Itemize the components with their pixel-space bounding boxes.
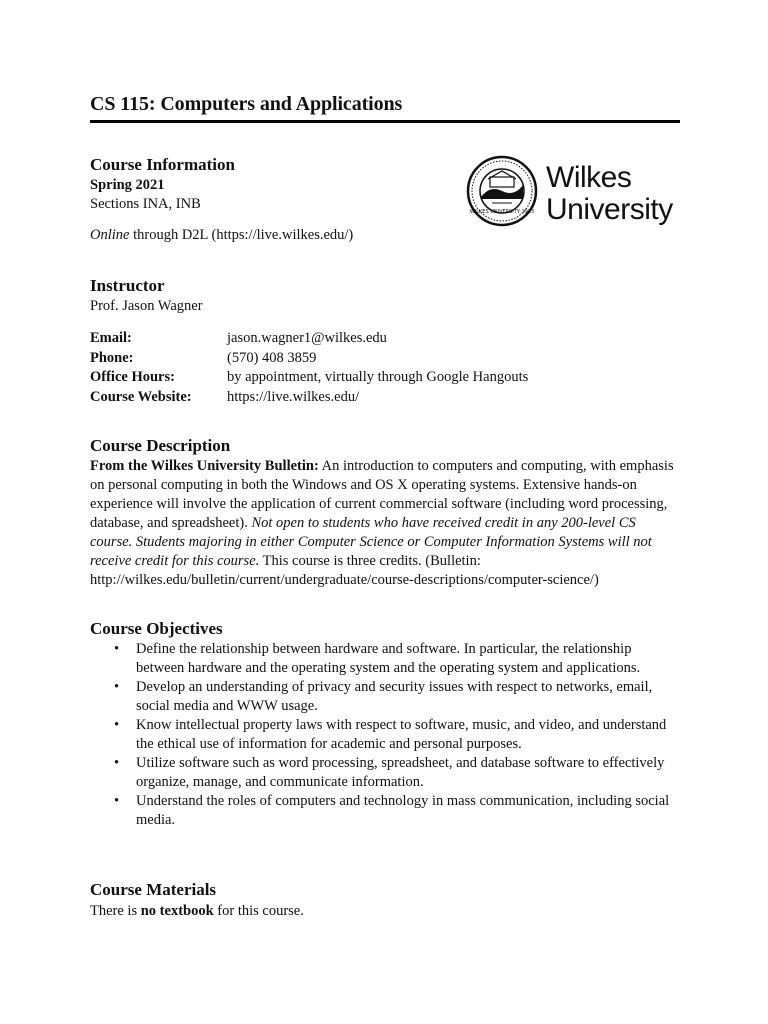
description-heading: Course Description bbox=[90, 436, 231, 455]
list-item: • Utilize software such as word processing, spreadsheet, and database software to effectively organize, manage, and communicate information. bbox=[114, 755, 665, 790]
course-info-heading: Course Information bbox=[90, 155, 235, 174]
detail-label: Email: bbox=[90, 330, 132, 346]
seal-text: WILKES UNIVERSITY 1933 bbox=[469, 209, 535, 215]
bulletin-label: From the Wilkes University Bulletin: bbox=[90, 458, 319, 474]
bullet-icon: • bbox=[114, 679, 120, 695]
delivery-mode: Online bbox=[90, 227, 130, 243]
instructor-details bbox=[90, 329, 680, 407]
detail-row-phone bbox=[90, 349, 680, 369]
bullet-icon: • bbox=[114, 793, 120, 809]
description-text: An introduction to computers and computing, with emphasis on personal computing in both the Windows and OS X operating systems. Extensive hands-on experience will involve the application of current commercial software (including word processing, database, and spreadsheet). bbox=[90, 458, 674, 531]
description-restriction: Not open to students who have received credit in any 200-level CS course. Students majoring in either Computer Science or Computer Information Systems will not receive credit for this course. bbox=[90, 515, 652, 569]
list-item: • Know intellectual property laws with respect to software, music, and video, and understand the ethical use of information for academic and personal purposes. bbox=[114, 717, 667, 752]
phone-value: (570) 408 3859 bbox=[227, 349, 317, 366]
university-logo bbox=[466, 155, 681, 235]
course-sections: Sections INA, INB bbox=[90, 196, 201, 212]
bullet-icon: • bbox=[114, 641, 120, 657]
university-seal-icon bbox=[466, 155, 538, 227]
detail-row-website bbox=[90, 388, 680, 408]
email-link[interactable]: jason.wagner1@wilkes.edu bbox=[227, 330, 387, 346]
list-item: • Develop an understanding of privacy and security issues with respect to networks, email, social media and WWW usage. bbox=[114, 679, 653, 714]
logo-wordmark-line2: University bbox=[546, 193, 673, 226]
delivery-platform: through D2L (https://live.wilkes.edu/) bbox=[129, 227, 354, 243]
page-title: CS 115: Computers and Applications bbox=[90, 93, 403, 115]
instructor-name: Prof. Jason Wagner bbox=[90, 298, 203, 314]
description-paragraph bbox=[90, 457, 680, 590]
bullet-icon: • bbox=[114, 717, 120, 733]
bullet-icon: • bbox=[114, 755, 120, 771]
course-term: Spring 2021 bbox=[90, 177, 165, 193]
list-item: • Understand the roles of computers and technology in mass communication, including social media. bbox=[114, 793, 670, 828]
course-delivery bbox=[90, 226, 353, 245]
detail-row-office-hours bbox=[90, 368, 680, 388]
website-link[interactable]: https://live.wilkes.edu/ bbox=[227, 388, 360, 405]
objectives-list bbox=[90, 640, 680, 830]
detail-label: Office Hours: bbox=[90, 369, 175, 385]
objectives-heading: Course Objectives bbox=[90, 619, 223, 638]
materials-text: There is no textbook for this course. bbox=[90, 903, 304, 919]
office-hours-value: by appointment, virtually through Google Hangouts bbox=[227, 369, 529, 385]
description-credits: This course is three credits. (Bulletin: http://wilkes.edu/bulletin/current/undergraduate/course-descriptions/computer-science/) bbox=[90, 553, 599, 588]
no-textbook: no textbook bbox=[140, 903, 214, 919]
instructor-heading: Instructor bbox=[90, 276, 165, 295]
title-divider bbox=[90, 120, 680, 123]
logo-wordmark-line1: Wilkes bbox=[546, 161, 632, 194]
detail-row-email bbox=[90, 329, 680, 349]
detail-label: Course Website: bbox=[90, 388, 192, 405]
detail-label: Phone: bbox=[90, 349, 134, 366]
materials-heading: Course Materials bbox=[90, 880, 217, 899]
list-item: • Define the relationship between hardware and software. In particular, the relationship between hardware and the operating system and the operating system and applications. bbox=[114, 641, 641, 676]
